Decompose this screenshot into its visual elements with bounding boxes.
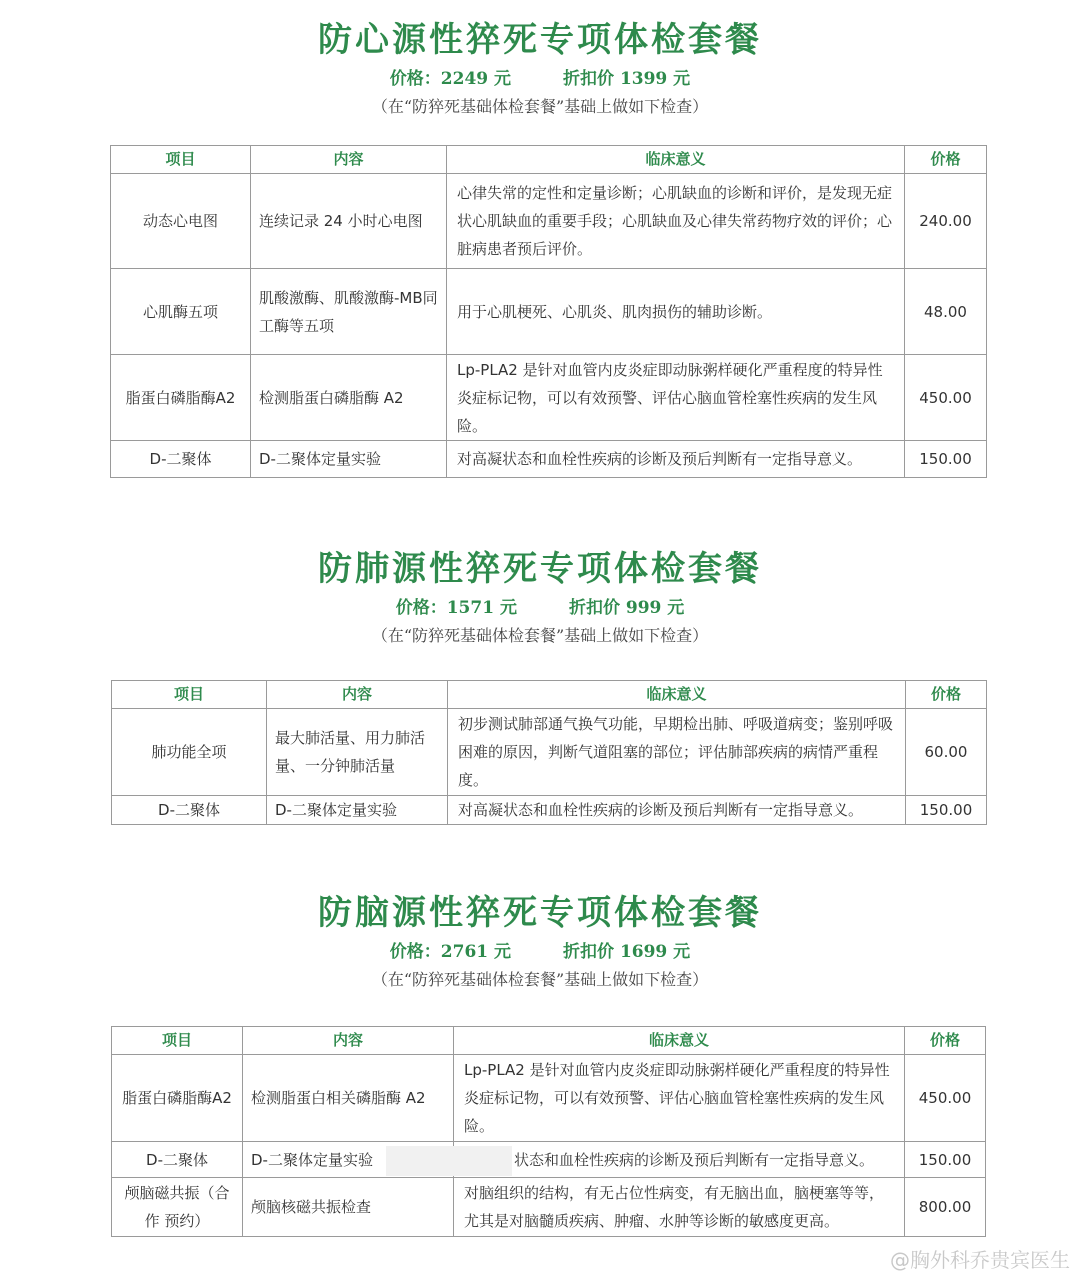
cell-content: D-二聚体定量实验 (243, 1142, 454, 1178)
cell-price: 800.00 (905, 1178, 986, 1237)
package-brain (0, 891, 1080, 993)
table-header-row (112, 681, 987, 709)
package-title: 防脑源性猝死专项体检套餐 (318, 893, 762, 933)
blurred-overlay (386, 1146, 512, 1176)
table-row (112, 1142, 986, 1178)
table-row (112, 1178, 986, 1237)
package-note: （在“防猝死基础体检套餐”基础上做如下检查） (371, 97, 709, 116)
cell-content: 颅脑核磁共振检查 (243, 1178, 454, 1237)
package-price: 价格：2249 元 (389, 69, 512, 89)
cell-item: 脂蛋白磷脂酶A2 (111, 355, 251, 441)
cell-price: 150.00 (905, 441, 987, 478)
header-meaning: 临床意义 (447, 146, 905, 174)
cell-item: 肺功能全项 (112, 709, 267, 796)
cell-item: 颅脑磁共振（合作 预约） (112, 1178, 243, 1237)
cell-price: 450.00 (905, 355, 987, 441)
cell-price: 450.00 (905, 1055, 986, 1142)
cell-item: 动态心电图 (111, 174, 251, 269)
cell-content: D-二聚体定量实验 (251, 441, 447, 478)
package-discount-price: 折扣价 1699 元 (563, 942, 691, 962)
package-table-lung (111, 680, 987, 825)
cell-meaning: 对高凝状态和血栓性疾病的诊断及预后判断有一定指导意义。 (447, 441, 905, 478)
table-row (111, 269, 987, 355)
cell-content: 检测脂蛋白磷脂酶 A2 (251, 355, 447, 441)
header-price: 价格 (905, 1027, 986, 1055)
cell-content: 最大肺活量、用力肺活量、一分钟肺活量 (267, 709, 448, 796)
header-item: 项目 (112, 681, 267, 709)
cell-meaning: 用于心肌梗死、心肌炎、肌肉损伤的辅助诊断。 (447, 269, 905, 355)
header-price: 价格 (905, 146, 987, 174)
package-note: （在“防猝死基础体检套餐”基础上做如下检查） (371, 970, 709, 989)
cell-price: 240.00 (905, 174, 987, 269)
cell-meaning: 对脑组织的结构，有无占位性病变，有无脑出血，脑梗塞等等，尤其是对脑髓质疾病、肿瘤、水肿等诊断的敏感度更高。 (454, 1178, 905, 1237)
header-item: 项目 (111, 146, 251, 174)
table-header-row (112, 1027, 986, 1055)
cell-item: D-二聚体 (111, 441, 251, 478)
cell-meaning: 状态和血栓性疾病的诊断及预后判断有一定指导意义。 (454, 1142, 905, 1178)
package-title: 防心源性猝死专项体检套餐 (318, 20, 762, 60)
package-price: 价格：2761 元 (389, 942, 512, 962)
cell-price: 150.00 (906, 796, 987, 825)
cell-meaning: Lp-PLA2 是针对血管内皮炎症即动脉粥样硬化严重程度的特异性炎症标记物，可以有效预警、评估心脑血管栓塞性疾病的发生风险。 (447, 355, 905, 441)
package-discount-price: 折扣价 1399 元 (563, 69, 691, 89)
cell-price: 48.00 (905, 269, 987, 355)
package-prices (0, 939, 1080, 965)
header-meaning: 临床意义 (454, 1027, 905, 1055)
cell-item: 脂蛋白磷脂酶A2 (112, 1055, 243, 1142)
cell-content: 肌酸激酶、肌酸激酶-MB同工酶等五项 (251, 269, 447, 355)
header-meaning: 临床意义 (448, 681, 906, 709)
table-row (111, 441, 987, 478)
table-row (112, 1055, 986, 1142)
cell-item: 心肌酶五项 (111, 269, 251, 355)
header-content: 内容 (251, 146, 447, 174)
header-price: 价格 (906, 681, 987, 709)
cell-item: D-二聚体 (112, 796, 267, 825)
cell-content: 连续记录 24 小时心电图 (251, 174, 447, 269)
table-row (111, 174, 987, 269)
cell-meaning: 对高凝状态和血栓性疾病的诊断及预后判断有一定指导意义。 (448, 796, 906, 825)
package-heart (0, 18, 1080, 120)
cell-content: 检测脂蛋白相关磷脂酶 A2 (243, 1055, 454, 1142)
cell-item: D-二聚体 (112, 1142, 243, 1178)
package-table-heart (110, 145, 987, 478)
cell-price: 60.00 (906, 709, 987, 796)
header-item: 项目 (112, 1027, 243, 1055)
package-discount-price: 折扣价 999 元 (568, 598, 685, 618)
package-prices (0, 595, 1080, 621)
cell-content: D-二聚体定量实验 (267, 796, 448, 825)
cell-meaning: 初步测试肺部通气换气功能，早期检出肺、呼吸道病变；鉴别呼吸困难的原因，判断气道阻塞的部位；评估肺部疾病的病情严重程度。 (448, 709, 906, 796)
header-content: 内容 (243, 1027, 454, 1055)
package-table-brain (111, 1026, 986, 1237)
package-note: （在“防猝死基础体检套餐”基础上做如下检查） (371, 626, 709, 645)
table-row (112, 796, 987, 825)
table-row (112, 709, 987, 796)
package-prices (0, 66, 1080, 92)
cell-meaning: 心律失常的定性和定量诊断；心肌缺血的诊断和评价，是发现无症状心肌缺血的重要手段；心肌缺血及心律失常药物疗效的评价；心脏病患者预后评价。 (447, 174, 905, 269)
watermark-text: @胸外科乔贵宾医生 (890, 1248, 1070, 1272)
cell-meaning: Lp-PLA2 是针对血管内皮炎症即动脉粥样硬化严重程度的特异性炎症标记物，可以有效预警、评估心脑血管栓塞性疾病的发生风险。 (454, 1055, 905, 1142)
table-header-row (111, 146, 987, 174)
cell-price: 150.00 (905, 1142, 986, 1178)
package-price: 价格：1571 元 (395, 598, 517, 618)
header-content: 内容 (267, 681, 448, 709)
table-row (111, 355, 987, 441)
package-lung (0, 547, 1080, 649)
package-title: 防肺源性猝死专项体检套餐 (318, 549, 762, 589)
